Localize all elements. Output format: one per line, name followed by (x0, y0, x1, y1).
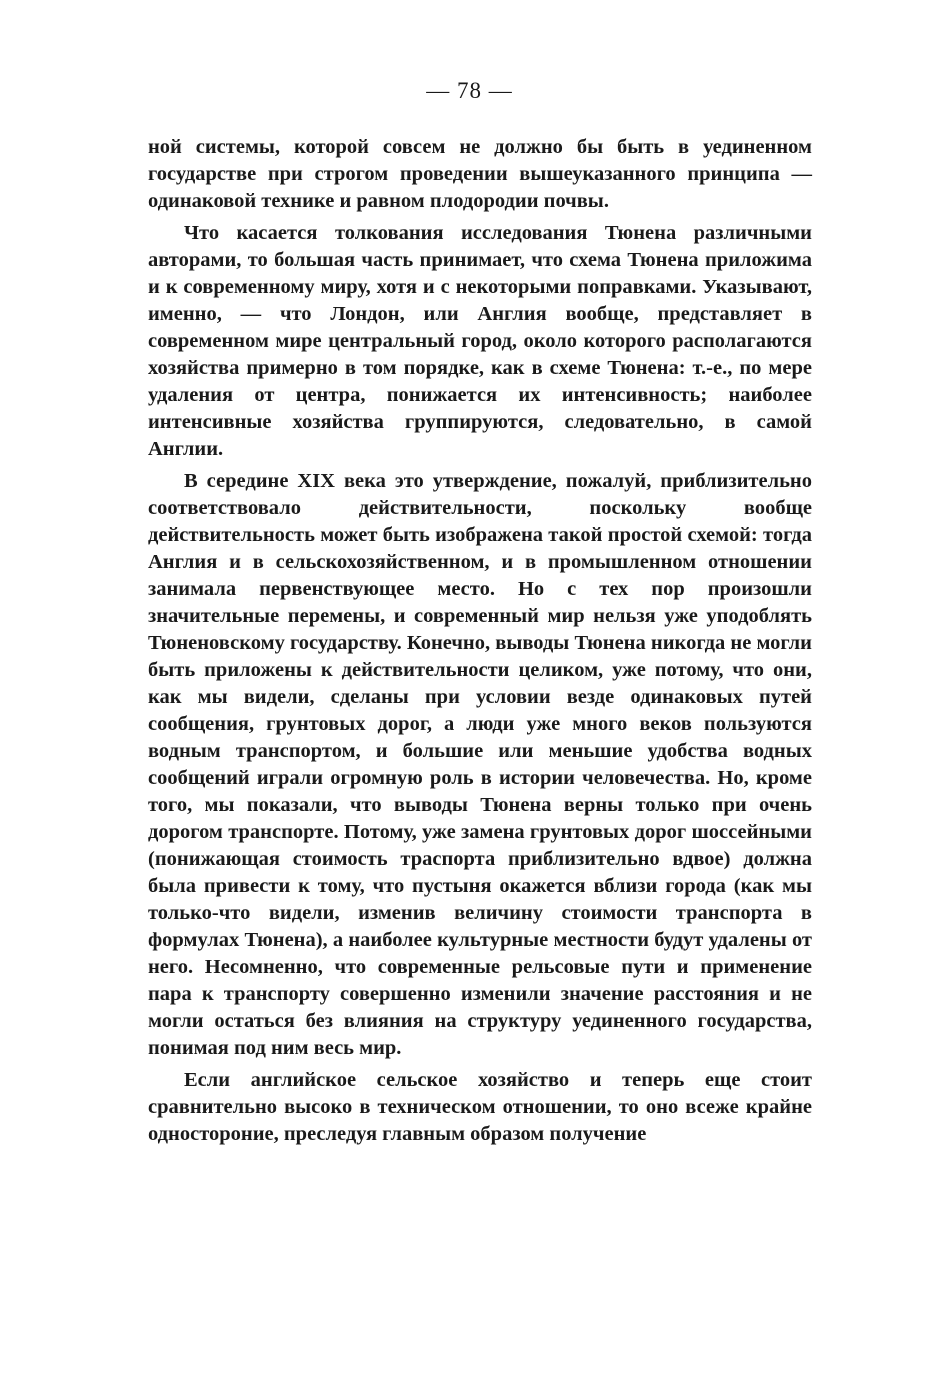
paragraph-english-agriculture: Если английское сельское хозяйство и теперь еще стоит сравнительно высоко в техническом отношении, то оно всеже крайне одностороние, преследуя главным образом получение (148, 1069, 812, 1145)
page-number: — 78 — (426, 78, 513, 103)
paragraph-nineteenth-century: В середине XIX века это утверждение, пожалуй, приблизительно соответствовало действительности, поскольку вообще действительность может быть изображена такой простой схемой: тогда Англия и в сельскохозяйственном, и в промышленном отношении занимала первенствующее место. Но с тех пор произошли значительные перемены, и современный мир нельзя уже уподоблять Тюненовскому государству. Конечно, выводы Тюнена никогда не могли быть приложены к действительности целиком, уже потому, что они, как мы видели, сделаны при условии везде одинаковых путей сообщения, грунтовых дорог, а люди уже много веков пользуются водным транспортом, и большие или меньшие удобства водных сообщений играли огромную роль в истории человечества. Но, кроме того, мы показали, что выводы Тюнена верны только при очень дорогом транспорте. Потому, уже замена грунтовых дорог шоссейными (понижающая стоимость траспорта приблизительно вдвое) должна была привести к тому, что пустыня окажется вблизи города (как мы только-что видели, изменив величину стоимости транспорта в формулах Тюнена), а наиболее культурные местности будут удалены от него. Несомненно, что современные рельсовые пути и применение пара к транспорту совершенно изменили значение расстояния и не могли остаться без влияния на структуру уединенного государства, понимая под ним весь мир. (148, 470, 812, 1059)
paragraph-thunen-interpretation: Что касается толкования исследования Тюнена различными авторами, то большая часть принимает, что схема Тюнена приложима и к современному миру, хотя и с некоторыми поправками. Указывают, именно, — что Лондон, или Англия вообще, представляет в современном мире центральный город, около которого располагаются хозяйства примерно в том порядке, как в схеме Тюнена: т.-е., по мере удаления от центра, понижается их интенсивность; наиболее интенсивные хозяйства группируются, следовательно, в самой Англии. (148, 222, 812, 460)
page-text (148, 134, 812, 1153)
paragraph-continuation: ной системы, которой совсем не должно бы быть в уединенном государстве при строгом проведении вышеуказанного принципа — одинаковой технике и равном плодородии почвы. (148, 136, 812, 212)
